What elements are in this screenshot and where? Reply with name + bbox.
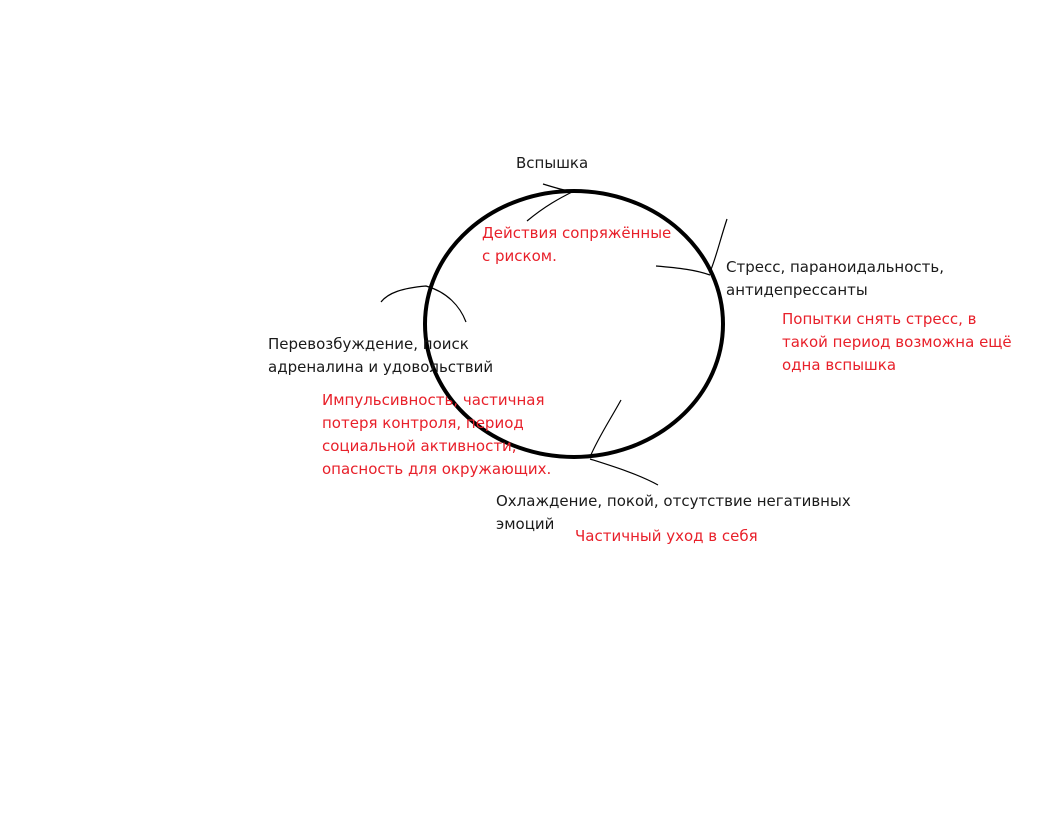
stage-label-cooling-line: Охлаждение, покой, отсутствие негативных [496, 492, 851, 510]
stage-label-stress-line: антидепрессанты [726, 281, 868, 299]
stage-label-overexcitement-line: адреналина и удовольствий [268, 358, 494, 376]
stage-note-overexcitement-line: Импульсивность, частичная [322, 391, 545, 409]
stage-label-flash [516, 152, 588, 175]
stage-note-stress-line: одна вспышка [782, 356, 897, 374]
stage-note-cooling [575, 525, 758, 548]
stage-label-flash-line: Вспышка [516, 154, 589, 172]
stage-note-overexcitement-line: потеря контроля, период [322, 414, 524, 432]
stage-note-overexcitement [322, 389, 551, 481]
stage-label-stress-line: Стресс, параноидальность, [726, 258, 945, 276]
stage-note-stress-line: такой период возможна ещё [782, 333, 1012, 351]
stage-label-stress [726, 256, 944, 302]
stage-note-cooling-line: Частичный уход в себя [575, 527, 758, 545]
stage-note-flash-line: с риском. [482, 247, 557, 265]
stage-note-stress [782, 308, 1012, 377]
stage-note-flash [482, 222, 671, 268]
stage-label-overexcitement [268, 333, 493, 379]
stage-note-flash-line: Действия сопряжённые [482, 224, 672, 242]
stage-note-stress-line: Попытки снять стресс, в [782, 310, 977, 328]
stage-label-cooling-line: эмоций [496, 515, 555, 533]
stage-label-overexcitement-line: Перевозбуждение, поиск [268, 335, 469, 353]
stage-note-overexcitement-line: опасность для окружающих. [322, 460, 552, 478]
stage-note-overexcitement-line: социальной активности, [322, 437, 517, 455]
pointer-cooling [590, 400, 658, 485]
